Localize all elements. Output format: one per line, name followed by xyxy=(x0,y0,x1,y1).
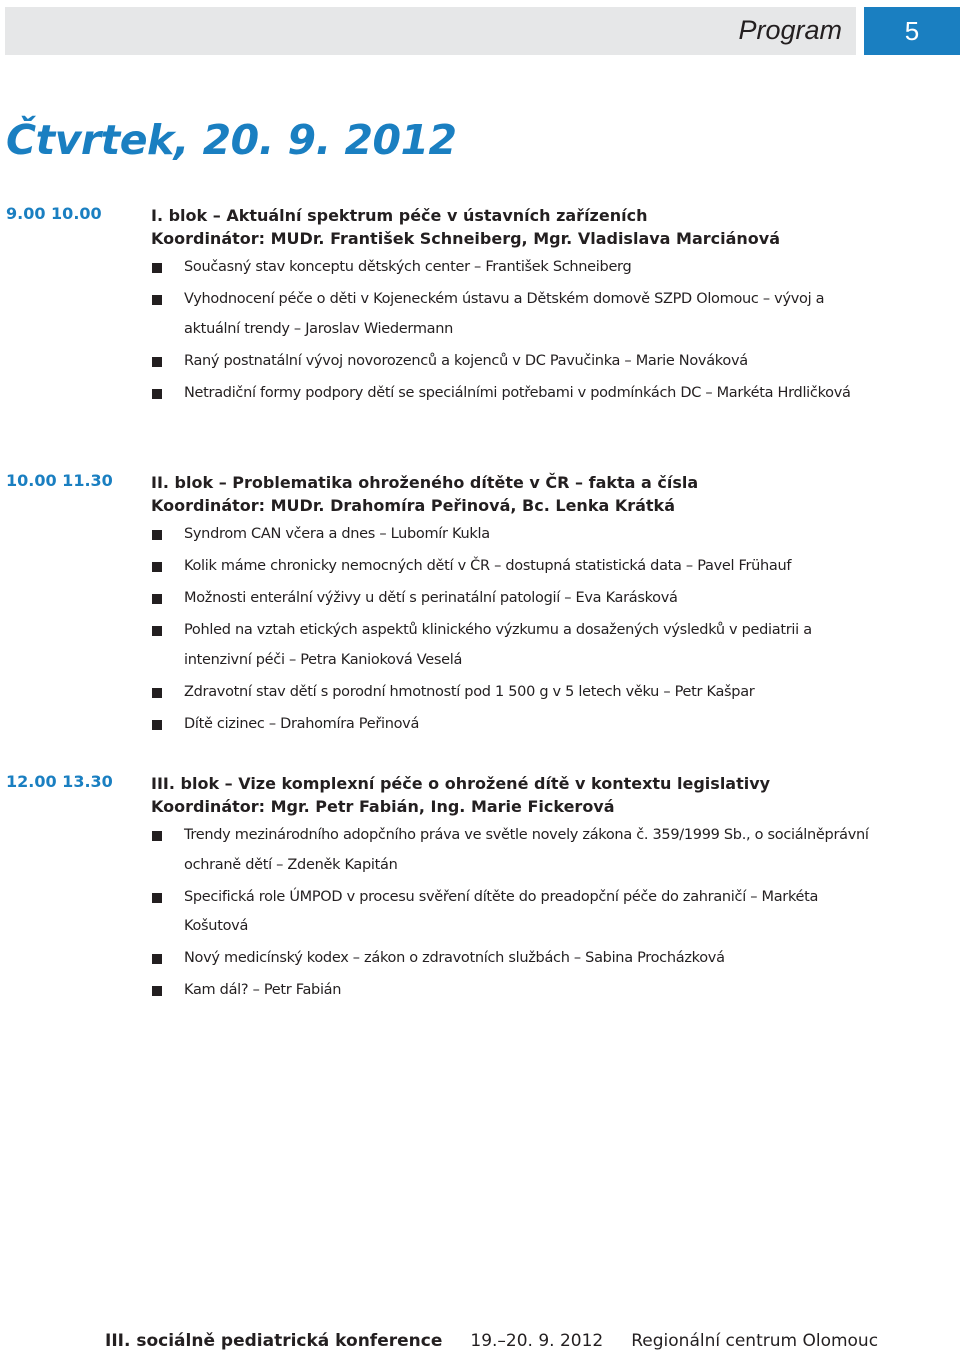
talk-item xyxy=(151,347,871,377)
talk-item xyxy=(151,883,871,942)
square-bullet-icon xyxy=(152,954,162,964)
block-coordinators: Koordinátor: Mgr. Petr Fabián, Ing. Marie Fickerová xyxy=(151,797,615,816)
talk-list xyxy=(151,520,871,742)
square-bullet-icon xyxy=(152,720,162,730)
talk-text: Dítě cizinec – Drahomíra Peřinová xyxy=(184,715,420,732)
header-title: Program xyxy=(738,15,842,45)
square-bullet-icon xyxy=(152,295,162,305)
footer-dates: 19.–20. 9. 2012 xyxy=(470,1331,604,1351)
square-bullet-icon xyxy=(152,626,162,636)
square-bullet-icon xyxy=(152,688,162,698)
footer xyxy=(105,1330,879,1352)
block-coordinators: Koordinátor: MUDr. Drahomíra Peřinová, Bc. Lenka Krátká xyxy=(151,496,675,515)
talk-item xyxy=(151,379,871,409)
block-time: 9.00 10.00 xyxy=(6,204,102,223)
square-bullet-icon xyxy=(152,893,162,903)
block-time: 12.00 13.30 xyxy=(6,772,113,791)
talk-item xyxy=(151,285,871,344)
block-title: III. blok – Vize komplexní péče o ohrožené dítě v kontextu legislativy xyxy=(151,774,771,793)
talk-text: Trendy mezinárodního adopčního práva ve světle novely zákona č. 359/1999 Sb., o sociálněprávní ochraně dětí – Zdeněk Kapitán xyxy=(184,827,869,873)
footer-venue: Regionální centrum Olomouc xyxy=(631,1331,879,1351)
square-bullet-icon xyxy=(152,594,162,604)
talk-text: Specifická role ÚMPOD v procesu svěření dítěte do preadopční péče do zahraničí – Markéta Košutová xyxy=(184,888,819,934)
talk-item xyxy=(151,976,871,1006)
square-bullet-icon xyxy=(152,562,162,572)
talk-item xyxy=(151,710,871,740)
talk-text: Současný stav konceptu dětských center – František Schneiberg xyxy=(184,259,632,275)
block-coordinators: Koordinátor: MUDr. František Schneiberg, Mgr. Vladislava Marciánová xyxy=(151,229,781,248)
talk-text: Raný postnatální vývoj novorozenců a kojenců v DC Pavučinka – Marie Nováková xyxy=(184,352,748,369)
talk-item xyxy=(151,616,871,675)
talk-text: Kolik máme chronicky nemocných dětí v ČR – dostupná statistická data – Pavel Frühauf xyxy=(184,558,792,574)
talk-item xyxy=(151,520,871,550)
talk-text: Syndrom CAN včera a dnes – Lubomír Kukla xyxy=(184,526,490,542)
page-number: 5 xyxy=(864,7,960,55)
block-heading xyxy=(151,204,951,250)
block-heading xyxy=(151,772,951,818)
header-bar xyxy=(5,7,856,55)
talk-list xyxy=(151,821,871,1008)
square-bullet-icon xyxy=(152,530,162,540)
talk-text: Možnosti enterální výživy u dětí s perinatální patologií – Eva Karásková xyxy=(184,590,678,606)
block-title: II. blok – Problematika ohroženého dítěte v ČR – fakta a čísla xyxy=(151,473,699,492)
block-time: 10.00 11.30 xyxy=(6,471,113,490)
talk-text: Zdravotní stav dětí s porodní hmotností pod 1 500 g v 5 letech věku – Petr Kašpar xyxy=(184,683,755,700)
block-title: I. blok – Aktuální spektrum péče v ústavních zařízeních xyxy=(151,206,648,225)
talk-text: Netradiční formy podpory dětí se speciálními potřebami v podmínkách DC – Markéta Hrdličková xyxy=(184,384,851,401)
talk-item xyxy=(151,584,871,614)
square-bullet-icon xyxy=(152,986,162,996)
talk-item xyxy=(151,552,871,582)
square-bullet-icon xyxy=(152,263,162,273)
square-bullet-icon xyxy=(152,357,162,367)
talk-text: Pohled na vztah etických aspektů klinického výzkumu a dosažených výsledků v pediatrii a intenzivní péči – Petra Kanioková Veselá xyxy=(184,622,812,668)
talk-text: Nový medicínský kodex – zákon o zdravotních službách – Sabina Procházková xyxy=(184,950,725,966)
block-heading xyxy=(151,471,951,517)
talk-item xyxy=(151,678,871,708)
talk-item xyxy=(151,821,871,880)
talk-item xyxy=(151,944,871,974)
talk-text: Vyhodnocení péče o děti v Kojeneckém ústavu a Dětském domově SZPD Olomouc – vývoj a aktuální trendy – Jaroslav Wiedermann xyxy=(184,291,825,337)
day-title: Čtvrtek, 20. 9. 2012 xyxy=(6,116,457,164)
square-bullet-icon xyxy=(152,831,162,841)
square-bullet-icon xyxy=(152,389,162,399)
footer-conference: III. sociálně pediatrická konference xyxy=(105,1331,443,1351)
talk-item xyxy=(151,253,871,283)
talk-list xyxy=(151,253,871,411)
talk-text: Kam dál? – Petr Fabián xyxy=(184,982,342,998)
